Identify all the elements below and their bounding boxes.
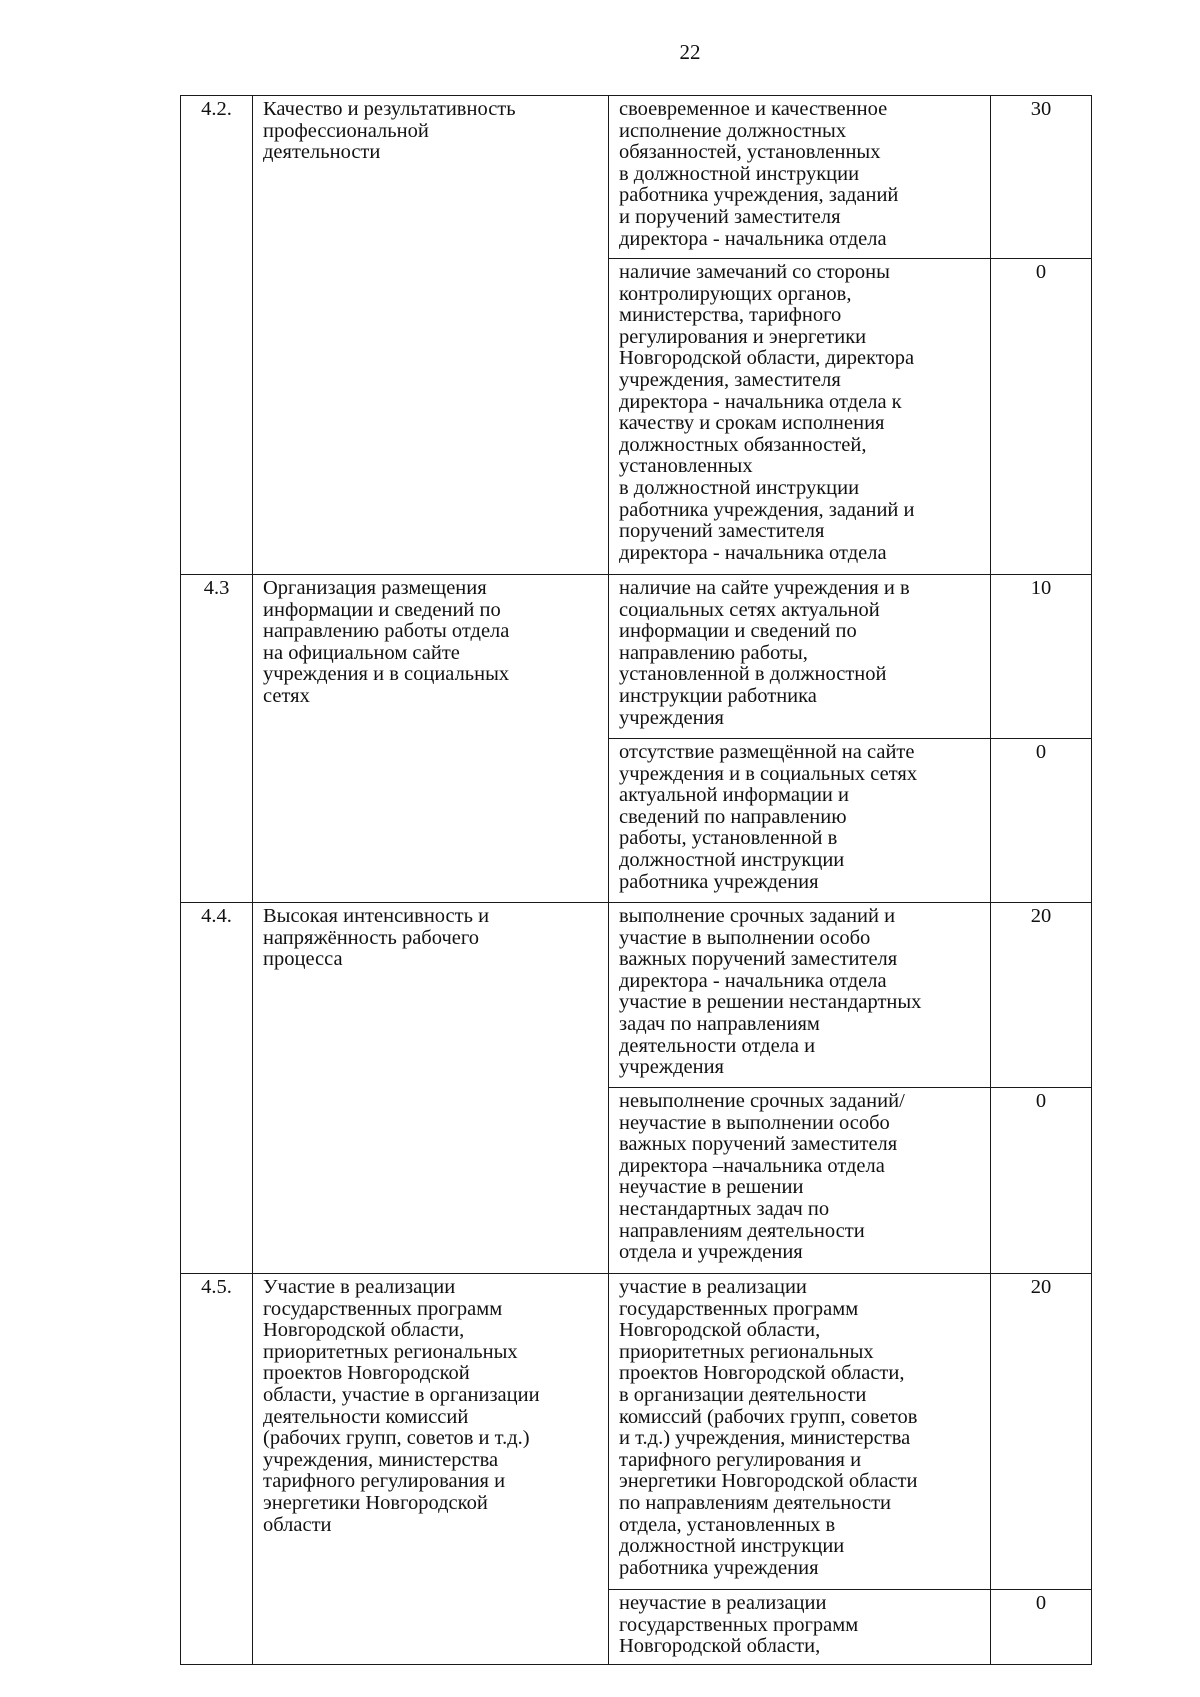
points-value: 0 (991, 1088, 1092, 1274)
indicator-name: Участие в реализации государственных программ Новгородской области, приоритетных региональных проектов Новгородской области, участие в организации деятельности комиссий (рабочих групп, советов и т.д.) учреждения, министерства тарифного регулирования и энергетики Новгородской области (253, 1274, 609, 1665)
criterion-text: неучастие в реализации государственных программ Новгородской области, (609, 1590, 991, 1665)
criterion-text: своевременное и качественное исполнение должностных обязанностей, установленных в должностной инструкции работника учреждения, заданий и поручений заместителя директора - начальника отдела (609, 96, 991, 259)
points-value: 0 (991, 739, 1092, 903)
row-number: 4.2. (181, 96, 253, 575)
points-value: 0 (991, 1590, 1092, 1665)
row-number: 4.3 (181, 575, 253, 903)
points-value: 20 (991, 903, 1092, 1088)
table-row (181, 96, 1092, 259)
table-row (181, 1274, 1092, 1590)
points-value: 0 (991, 259, 1092, 575)
page-number: 22 (679, 40, 701, 64)
table-row (181, 575, 1092, 739)
row-number: 4.4. (181, 903, 253, 1274)
criterion-text: невыполнение срочных заданий/ неучастие в выполнении особо важных поручений заместителя директора –начальника отдела неучастие в решении нестандартных задач по направлениям деятельности отдела и учреждения (609, 1088, 991, 1274)
criteria-table (180, 95, 1092, 1665)
table-row (181, 903, 1092, 1088)
indicator-name: Организация размещения информации и сведений по направлению работы отдела на официальном сайте учреждения и в социальных сетях (253, 575, 609, 903)
indicator-name: Высокая интенсивность и напряжённость рабочего процесса (253, 903, 609, 1274)
points-value: 20 (991, 1274, 1092, 1590)
row-number: 4.5. (181, 1274, 253, 1665)
criterion-text: отсутствие размещённой на сайте учреждения и в социальных сетях актуальной информации и сведений по направлению работы, установленной в должностной инструкции работника учреждения (609, 739, 991, 903)
criterion-text: наличие на сайте учреждения и в социальных сетях актуальной информации и сведений по направлению работы, установленной в должностной инструкции работника учреждения (609, 575, 991, 739)
criterion-text: участие в реализации государственных программ Новгородской области, приоритетных региональных проектов Новгородской области, в организации деятельности комиссий (рабочих групп, советов и т.д.) учреждения, министерства тарифного регулирования и энергетики Новгородской области по направлениям деятельности отдела, установленных в должностной инструкции работника учреждения (609, 1274, 991, 1590)
criterion-text: наличие замечаний со стороны контролирующих органов, министерства, тарифного регулирования и энергетики Новгородской области, директора учреждения, заместителя директора - начальника отдела к качеству и срокам исполнения должностных обязанностей, установленных в должностной инструкции работника учреждения, заданий и поручений заместителя директора - начальника отдела (609, 259, 991, 575)
points-value: 10 (991, 575, 1092, 739)
indicator-name: Качество и результативность профессиональной деятельности (253, 96, 609, 575)
criterion-text: выполнение срочных заданий и участие в выполнении особо важных поручений заместителя директора - начальника отдела участие в решении нестандартных задач по направлениям деятельности отдела и учреждения (609, 903, 991, 1088)
points-value: 30 (991, 96, 1092, 259)
